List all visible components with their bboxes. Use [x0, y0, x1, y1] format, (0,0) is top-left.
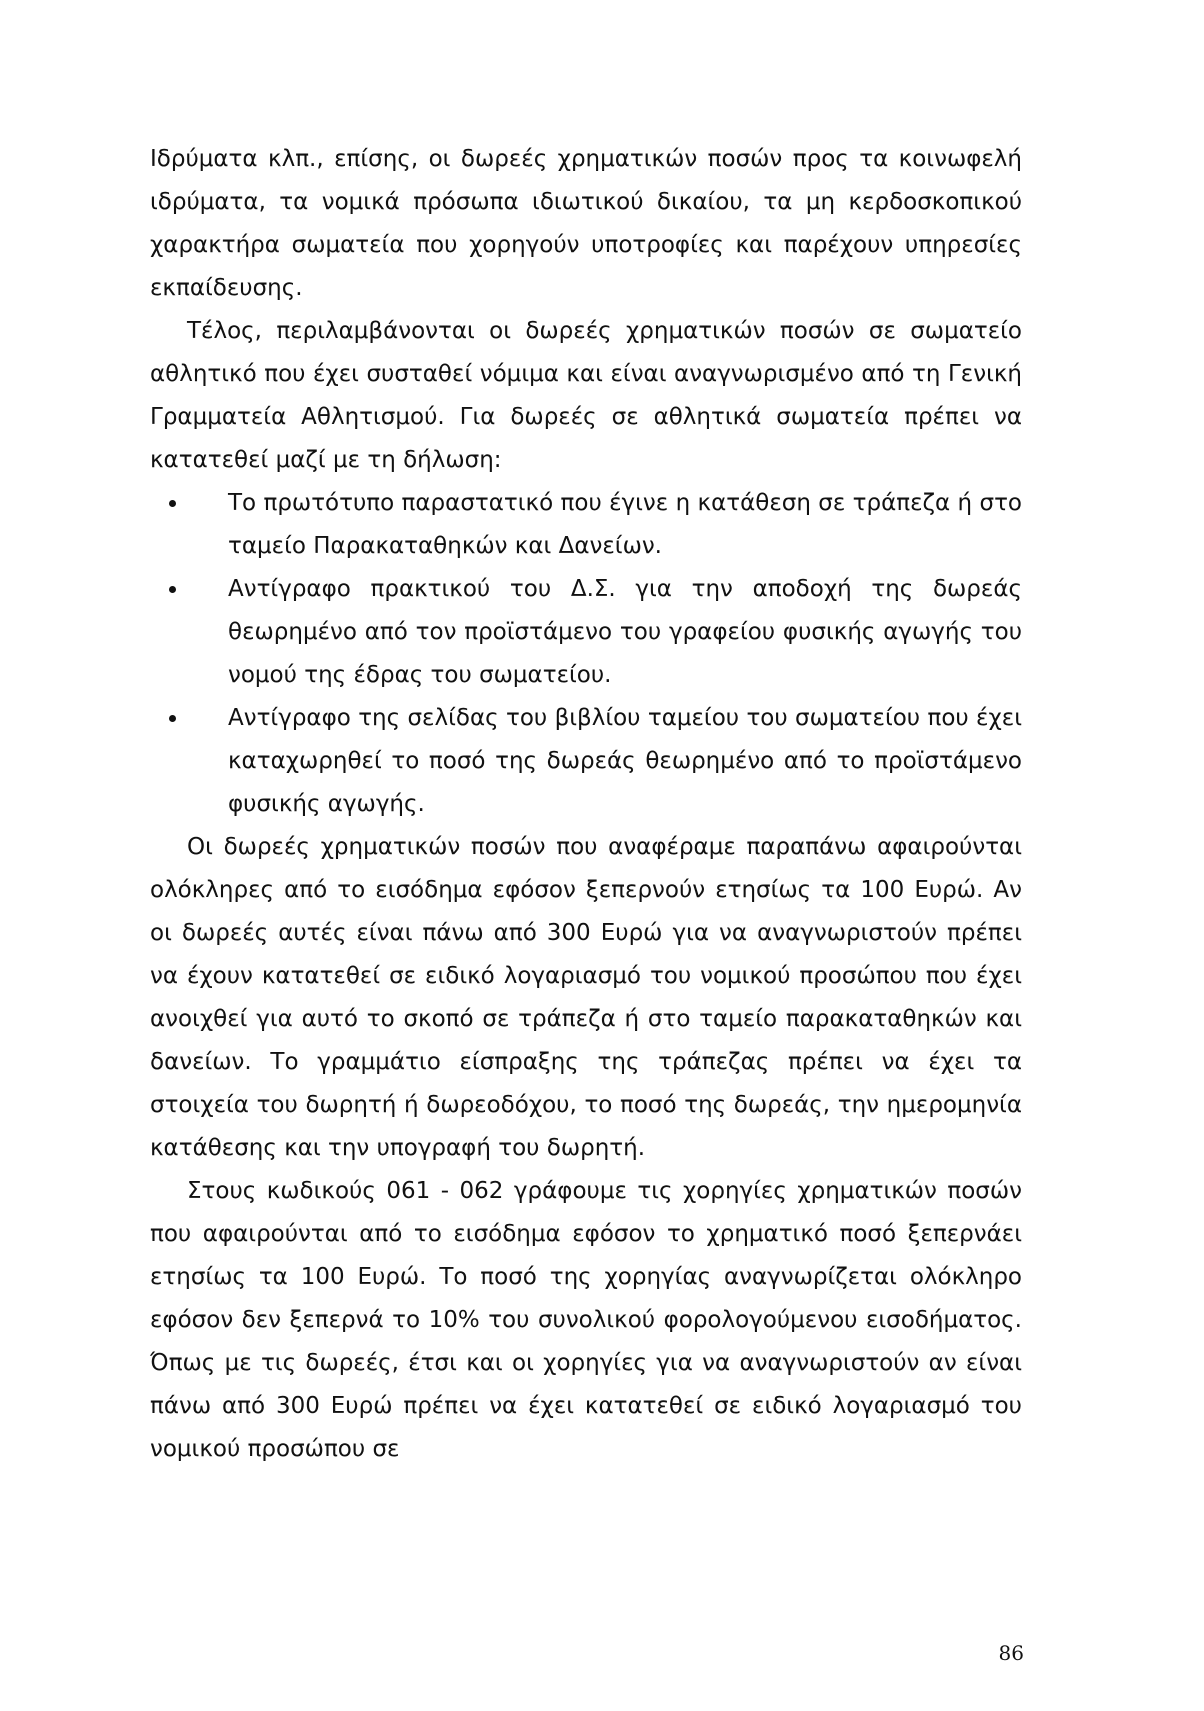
paragraph-donation-deduction: Οι δωρεές χρηματικών ποσών που αναφέραμε παραπάνω αφαιρούνται ολόκληρες από το εισόδημα εφόσον ξεπερνούν ετησίως τα 100 Ευρώ. Αν οι δωρεές αυτές είναι πάνω από 300 Ευρώ για να αναγνωριστούν πρέπει να έχουν κατατεθεί σε ειδικό λογαριασμό του νομικού προσώπου που έχει ανοιχθεί για αυτό το σκοπό σε τράπεζα ή στο ταμείο παρακαταθηκών και δανείων. Το γραμμάτιο είσπραξης της τράπεζας πρέπει να έχει τα στοιχεία του δωρητή ή δωρεοδόχου, το ποσό της δωρεάς, την ημερομηνία κατάθεσης και την υπογραφή του δωρητή.: [150, 834, 1022, 1161]
page-number: 86: [998, 1641, 1024, 1665]
list-item-text: Αντίγραφο πρακτικού του Δ.Σ. για την αποδοχή της δωρεάς θεωρημένο από τον προϊστάμενο του γραφείου φυσικής αγωγής του νομού της έδρας του σωματείου.: [228, 576, 1022, 688]
list-item: [150, 568, 1022, 697]
required-documents-list: [150, 482, 1022, 826]
list-item: [150, 697, 1022, 826]
bullet-icon: [169, 715, 176, 722]
list-item-text: Το πρωτότυπο παραστατικό που έγινε η κατάθεση σε τράπεζα ή στο ταμείο Παρακαταθηκών και Δανείων.: [228, 490, 1022, 559]
bullet-icon: [169, 500, 176, 507]
list-item: [150, 482, 1022, 568]
paragraph-sponsorships: Στους κωδικούς 061 - 062 γράφουμε τις χορηγίες χρηματικών ποσών που αφαιρούνται από το εισόδημα εφόσον το χρηματικό ποσό ξεπερνάει ετησίως τα 100 Ευρώ. Το ποσό της χορηγίας αναγνωρίζεται ολόκληρο εφόσον δεν ξεπερνά το 10% του συνολικού φορολογούμενου εισοδήματος. Όπως με τις δωρεές, έτσι και οι χορηγίες για να αναγνωριστούν αν είναι πάνω από 300 Ευρώ πρέπει να έχει κατατεθεί σε ειδικό λογαριασμό του νομικού προσώπου σε: [150, 1178, 1022, 1462]
page-body: [150, 138, 1022, 1471]
paragraph-sports-clubs: Τέλος, περιλαμβάνονται οι δωρεές χρηματικών ποσών σε σωματείο αθλητικό που έχει συσταθεί νόμιμα και είναι αναγνωρισμένο από τη Γενική Γραμματεία Αθλητισμού. Για δωρεές σε αθλητικά σωματεία πρέπει να κατατεθεί μαζί με τη δήλωση:: [150, 318, 1022, 473]
list-item-text: Αντίγραφο της σελίδας του βιβλίου ταμείου του σωματείου που έχει καταχωρηθεί το ποσό της δωρεάς θεωρημένο από το προϊστάμενο φυσικής αγωγής.: [228, 705, 1022, 817]
bullet-icon: [169, 586, 176, 593]
paragraph-foundations: Ιδρύματα κλπ., επίσης, οι δωρεές χρηματικών ποσών προς τα κοινωφελή ιδρύματα, τα νομικά πρόσωπα ιδιωτικού δικαίου, τα μη κερδοσκοπικού χαρακτήρα σωματεία που χορηγούν υποτροφίες και παρέχουν υπηρεσίες εκπαίδευσης.: [150, 146, 1022, 301]
